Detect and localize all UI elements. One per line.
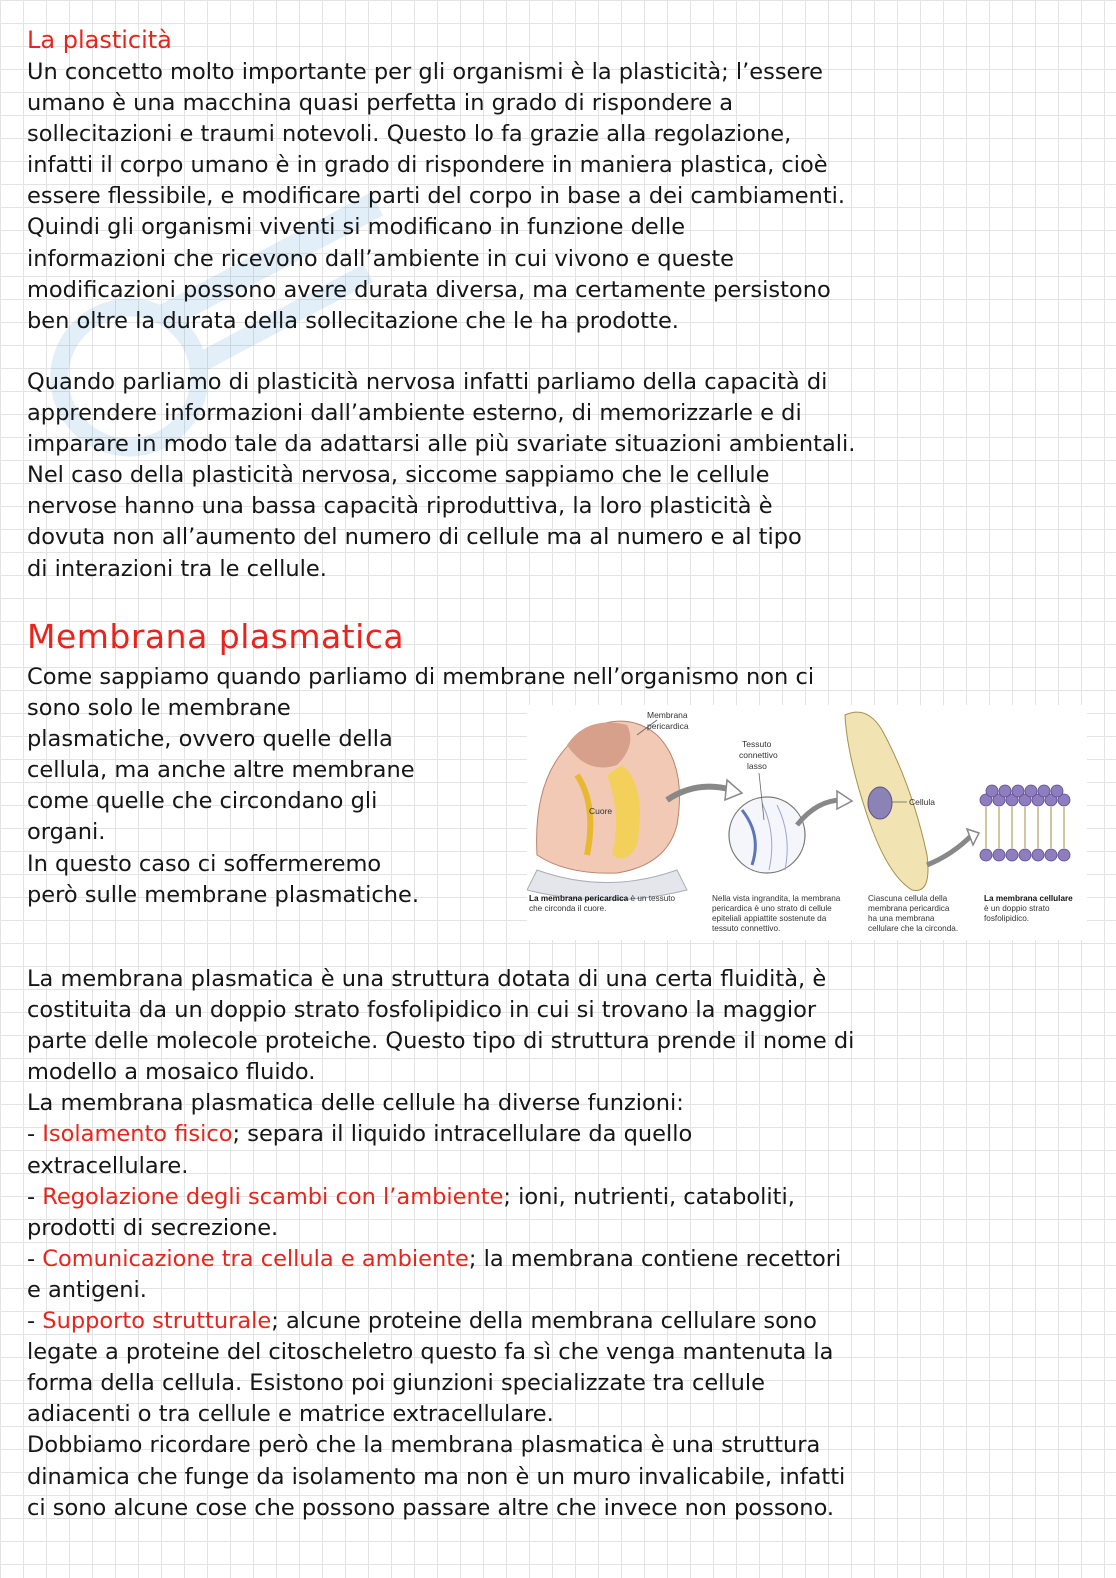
function-item: - Regolazione degli scambi con l’ambiente; ioni, nutrienti, cataboliti, xyxy=(27,1183,795,1210)
text-line: cellula, ma anche altre membrane xyxy=(27,757,415,784)
function-desc: ; la membrana contiene recettori xyxy=(468,1245,842,1272)
caption-1: La membrana pericardica è un tessuto xyxy=(529,894,676,903)
function-term: Isolamento fisico xyxy=(42,1121,233,1148)
function-term: Comunicazione tra cellula e ambiente xyxy=(42,1245,469,1272)
function-term: Regolazione degli scambi con l’ambiente xyxy=(42,1183,504,1210)
text-line: La membrana plasmatica delle cellule ha diverse funzioni: xyxy=(27,1090,684,1117)
text-line: ben oltre la durata della sollecitazione che le ha prodotte. xyxy=(27,307,679,334)
text-line: come quelle che circondano gli xyxy=(27,788,378,815)
function-desc: ; ioni, nutrienti, cataboliti, xyxy=(503,1183,795,1210)
text-line: Dobbiamo ricordare però che la membrana plasmatica è una struttura xyxy=(27,1432,821,1459)
text-line: ci sono alcune cose che possono passare altre che invece non possono. xyxy=(27,1494,835,1521)
text-line: apprendere informazioni dall’ambiente esterno, di memorizzarle e di xyxy=(27,400,802,427)
text-line: La membrana plasmatica è una struttura dotata di una certa fluidità, è xyxy=(27,966,827,992)
text-line: Nel caso della plasticità nervosa, siccome sappiamo che le cellule xyxy=(27,462,770,489)
text-line: umano è una macchina quasi perfetta in grado di rispondere a xyxy=(27,90,734,117)
text-line: essere flessibile, e modificare parti del corpo in base a dei cambiamenti. xyxy=(27,183,846,210)
caption-3-line-1: Ciascuna cellula della xyxy=(868,894,948,903)
caption-1-line-2: che circonda il cuore. xyxy=(529,904,607,913)
function-item: - Supporto strutturale; alcune proteine della membrana cellulare sono xyxy=(27,1308,817,1335)
membrane-figure xyxy=(527,705,1087,940)
section-title-plasticita: La plasticità xyxy=(27,26,172,54)
text-line: informazioni che ricevono dall’ambiente in cui vivono e queste xyxy=(27,245,735,272)
text-line: dovuta non all’aumento del numero di cellule ma al numero e al tipo xyxy=(27,524,802,551)
paragraph-plasticita-1 xyxy=(27,57,845,337)
caption-4-line-1: La membrana cellulare xyxy=(984,894,1073,903)
label-membrana-pericardica-1: Membrana xyxy=(647,710,688,720)
label-cuore: Cuore xyxy=(589,806,613,816)
text-line: costituita da un doppio strato fosfolipidico in cui si trovano la maggior xyxy=(27,997,817,1024)
caption-3-line-4: cellulare che la circonda. xyxy=(868,924,959,933)
text-line: In questo caso ci soffermeremo xyxy=(27,850,382,877)
caption-3-line-2: membrana pericardica xyxy=(868,904,950,913)
text-line: e antigeni. xyxy=(27,1276,147,1303)
function-desc: ; separa il liquido intracellulare da quello xyxy=(232,1121,693,1148)
paragraph-plasticita-2 xyxy=(27,367,855,585)
text-line: dinamica che funge da isolamento ma non è un muro invalicabile, infatti xyxy=(27,1463,846,1490)
text-line: imparare in modo tale da adattarsi alle più svariate situazioni ambientali. xyxy=(27,431,856,458)
text-line: però sulle membrane plasmatiche. xyxy=(27,881,419,908)
text-line: di interazioni tra le cellule. xyxy=(27,555,327,582)
text-line: Un concetto molto importante per gli organismi è la plasticità; l’essere xyxy=(27,59,823,85)
text-line: extracellulare. xyxy=(27,1152,189,1179)
text-line: modificazioni possono avere durata diversa, ma certamente persistono xyxy=(27,276,831,303)
caption-3-line-3: ha una membrana xyxy=(868,914,935,923)
caption-2-line-4: tessuto connettivo. xyxy=(712,924,781,933)
text-line: Quando parliamo di plasticità nervosa infatti parliamo della capacità di xyxy=(27,369,828,395)
caption-2-line-2: pericardica è uno strato di cellule xyxy=(712,904,832,913)
tissue-zoom-illustration xyxy=(729,797,805,873)
paragraph-membrana-structure xyxy=(27,964,854,1524)
label-membrana-pericardica-2: pericardica xyxy=(647,721,689,731)
function-desc: ; alcune proteine della membrana cellulare sono xyxy=(271,1308,817,1335)
label-tessuto-1: Tessuto xyxy=(742,739,772,749)
text-line: adiacenti o tra cellule e matrice extracellulare. xyxy=(27,1401,554,1428)
text-line: Quindi gli organismi viventi si modificano in funzione delle xyxy=(27,214,686,241)
caption-2-line-1: Nella vista ingrandita, la membrana xyxy=(712,894,841,903)
section-title-membrana: Membrana plasmatica xyxy=(27,617,405,656)
caption-4-line-2: è un doppio strato xyxy=(984,904,1050,913)
function-item: - Comunicazione tra cellula e ambiente; la membrana contiene recettori xyxy=(27,1245,842,1272)
text-line: parte delle molecole proteiche. Questo tipo di struttura prende il nome di xyxy=(27,1028,855,1055)
label-cellula: Cellula xyxy=(909,797,935,807)
caption-2-line-3: epiteliali appiattite sostenute da xyxy=(712,914,827,923)
text-line: sollecitazioni e traumi notevoli. Questo lo fa grazie alla regolazione, xyxy=(27,121,792,148)
function-item: - Isolamento fisico; separa il liquido intracellulare da quello xyxy=(27,1121,693,1148)
text-line: infatti il corpo umano è in grado di rispondere in maniera plastica, cioè xyxy=(27,152,828,179)
function-term: Supporto strutturale xyxy=(42,1308,272,1335)
text-line: plasmatiche, ovvero quelle della xyxy=(27,726,393,753)
label-tessuto-2: connettivo xyxy=(739,750,778,760)
text-line: nervose hanno una bassa capacità riproduttiva, la loro plasticità è xyxy=(27,493,773,520)
text-line: forma della cellula. Esistono poi giunzioni specializzate tra cellule xyxy=(27,1370,766,1397)
label-tessuto-3: lasso xyxy=(747,761,767,771)
text-line: organi. xyxy=(27,819,106,846)
text-line: legate a proteine del citoscheletro questo fa sì che venga mantenuta la xyxy=(27,1339,834,1366)
text-line: prodotti di secrezione. xyxy=(27,1214,279,1241)
caption-4-line-3: fosfolipidico. xyxy=(984,914,1030,923)
text-line: modello a mosaico fluido. xyxy=(27,1059,316,1086)
text-line: sono solo le membrane xyxy=(27,695,291,722)
text-line: Come sappiamo quando parliamo di membrane nell’organismo non ci xyxy=(27,664,815,690)
